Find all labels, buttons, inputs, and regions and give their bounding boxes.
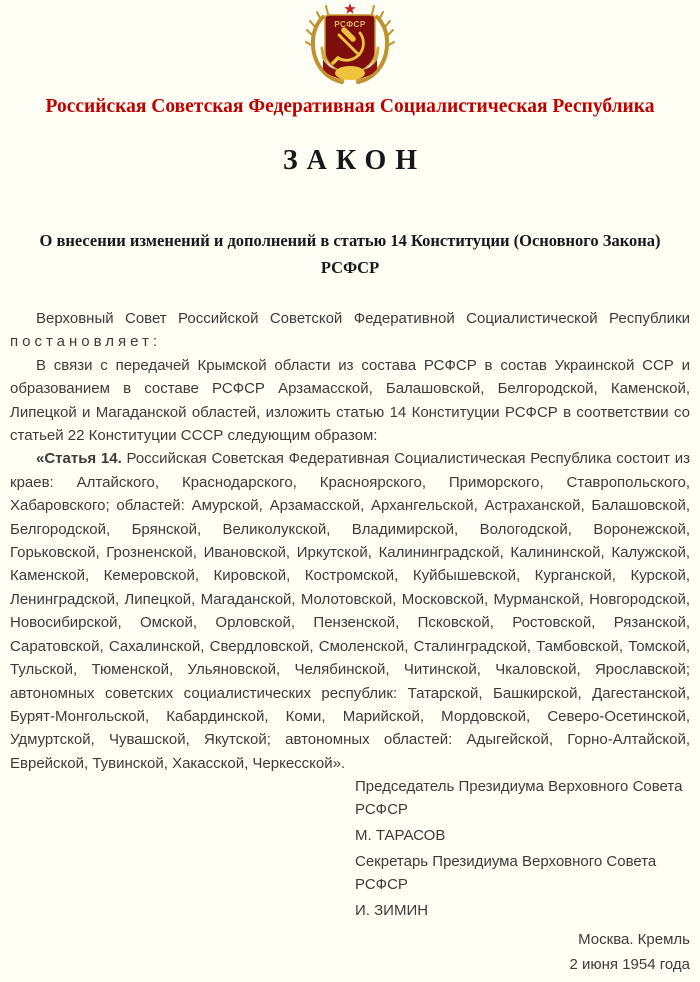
sun-icon bbox=[335, 66, 365, 80]
place-date-block bbox=[10, 928, 690, 977]
signature-title-line1: Председатель Президиума Верховного Совета bbox=[355, 778, 683, 796]
signature-name-chairman: М. ТАРАСОВ bbox=[355, 827, 446, 845]
rsfsr-coat-of-arms-icon bbox=[297, 2, 403, 88]
signature-block bbox=[355, 775, 690, 922]
law-subject-line1: О внесении изменений и дополнений в статью 14 Конституции (Основного Закона) bbox=[39, 231, 661, 250]
law-subject-heading bbox=[10, 227, 690, 281]
paragraph-context: В связи с передачей Крымской области из состава РСФСР в состав Украинской ССР и образованием в составе РСФСР Арзамасской, Балашовской, Белгородской, Каменской, Липецкой и Магаданской областей, изложить статью 14 Конституции РСФСР в соответствии со статьей 22 Конституции СССР следующим образом: bbox=[10, 356, 690, 445]
article-text: Российская Советская Федеративная Социалистическая Республика состоит из краев: Алтайского, Краснодарского, Красноярского, Приморского, Ставропольского, Хабаровского; областей: Амурской, Арзамасской, Архангельской, Астраханской, Балашовской, Белгородской, Брянской, Великолукской, Владимирской, Вологодской, Воронежской, Горьковской, Грозненской, Ивановской, Иркутской, Калининградской, Калининской, Калужской, Каменской, Кемеровской, Кировской, Костромской, Куйбышевской, Курганской, Курской, Ленинградской, Липецкой, Магаданской, Молотовской, Московской, Мурманской, Новгородской, Новосибирской, Омской, Орловской, Пензенской, Псковской, Ростовской, Рязанской, Саратовской, Сахалинской, Свердловской, Смоленской, Сталинградской, Тамбовской, Томской, Тульской, Тюменской, Ульяновской, Челябинской, Читинской, Чкаловской, Ярославской; автономных советских социалистических республик: Татарской, Башкирской, Дагестанской, Бурят-Монгольской, Кабардинской, Коми, Марийской, Мордовской, Северо-Осетинской, Удмуртской, Чувашской, Якутской; автономных областей: Адыгейской, Горно-Алтайской, Еврейской, Тувинской, Хакасской, Черкесской». bbox=[10, 450, 691, 772]
date-line: 2 июня 1954 года bbox=[569, 955, 690, 973]
emblem-container bbox=[10, 2, 690, 88]
place-line: Москва. Кремль bbox=[578, 931, 690, 949]
paragraph-preamble bbox=[10, 307, 690, 354]
signature-title-line1: Секретарь Президиума Верховного Совета bbox=[355, 853, 657, 871]
paragraph-article14 bbox=[10, 447, 690, 775]
signature-title-secretary bbox=[355, 850, 690, 896]
red-star-icon bbox=[344, 3, 355, 14]
republic-title: Российская Советская Федеративная Социалистическая Республика bbox=[45, 96, 655, 117]
law-subject-line2: РСФСР bbox=[320, 258, 380, 277]
signature-title-chairman bbox=[355, 775, 690, 821]
emblem-inscription: РСФСР bbox=[334, 20, 366, 29]
preamble-text: Верховный Совет Российской Советской Федеративной Социалистической Республики bbox=[36, 310, 690, 327]
signature-title-line2: РСФСР bbox=[355, 801, 408, 819]
document-type-title: ЗАКОН bbox=[282, 145, 427, 176]
signature-title-line2: РСФСР bbox=[355, 876, 408, 894]
law-body bbox=[10, 307, 690, 775]
article-number-lead: «Статья 14. bbox=[36, 450, 122, 468]
signature-name-secretary: И. ЗИМИН bbox=[355, 902, 429, 920]
resolves-word: постановляет: bbox=[10, 333, 162, 351]
